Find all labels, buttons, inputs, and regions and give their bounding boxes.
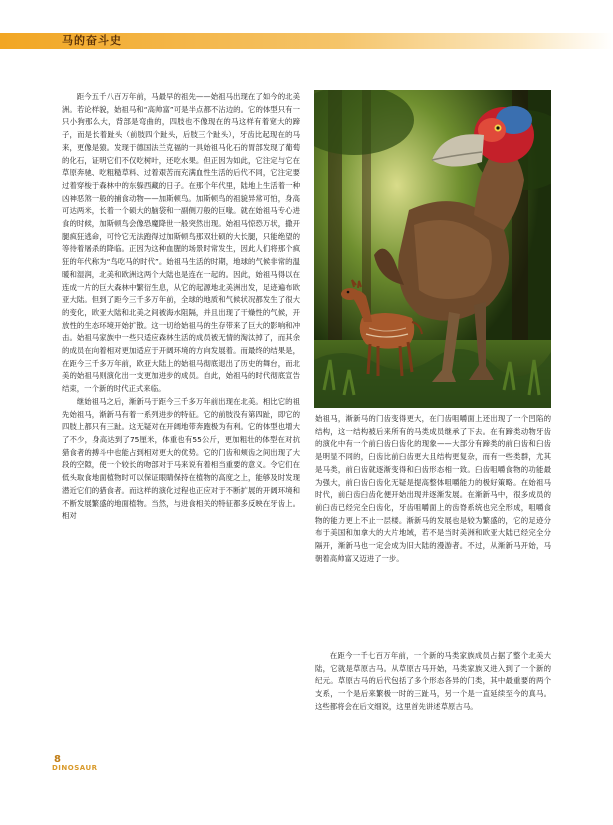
section-title: 马的奋斗史 <box>62 34 122 47</box>
paragraph-mesohippus: 继始祖马之后，渐新马于距今三千多万年前出现在北美。相比它的祖先始祖马，渐新马有着一系列进步的特征。它的前肢没有第四趾，即它的四肢上都只有三趾。这无疑对在开阔地带奔跑极为有利。它的体型也增大了不少，身高达到了75厘米，体重也有55公斤，更加粗壮的体型在对抗猎食者的搏斗中也能占到相对更大的优势。它的门齿和颊齿之间出现了大段的空隙，使一个较长的吻部对于马来说有着相当重要的意义。令它们在低头取食地面植物时可以保证眼睛保持在植物的高度之上，能够及时发现潜近它们的猎食者。而这样的演化过程也正应对于不断扩展的开阔环境和不断发展繁盛的地面植物。当然，与进食相关的特征都多反映在牙齿上。相对 <box>62 396 300 521</box>
gastornis-eohippus-illustration <box>314 90 551 408</box>
right-text-column-top <box>315 413 551 645</box>
paragraph-merychippus: 在距今一千七百万年前，一个新的马类家族成员占据了整个北美大陆，它就是草原古马。从草原古马开始，马类家族又进入到了一个新的纪元。草原古马的后代包括了多个形态各异的门类，其中最重要的两个支系，一个是后来繁极一时的三趾马，另一个是一直延续至今的真马。这些都将会在后文细说，这里首先讲述草原古马。 <box>315 651 551 711</box>
footer-brand-logo: DINOSAUR <box>52 764 98 772</box>
illustration-artwork <box>314 90 551 408</box>
paragraph-mesohippus-teeth: 始祖马，渐新马的门齿变得更大，在门齿咀嚼面上还出现了一个凹陷的结构，这一结构被后来所有的马类成员继承了下去。在有蹄类动物牙齿的演化中有一个前臼齿臼齿化的现象——大部分有蹄类的前臼齿和臼齿是明显不同的，臼齿比前臼齿更大且结构更复杂，而有一些类群，尤其是马类，前臼齿就逐渐变得和臼齿形态相一致。臼齿咀嚼食物的功能最为强大，前臼齿臼齿化无疑是提高整体咀嚼能力的极好策略。在始祖马时代，前臼齿臼齿化便开始出现并逐渐发展。在渐新马中，很多成员的前臼齿已经完全臼齿化，牙齿咀嚼面上的齿脊系统也完全形成，咀嚼食物的能力更上不止一层楼。渐新马的发展也是较为繁盛的，它的足迹分布于美国和加拿大的大片地域，若不是当时美洲和欧亚大陆已经完全分隔开，渐新马也一定会成为旧大陆的漫游者。不过，从渐新马开始，马朝着高帅富又迈进了一步。 <box>315 414 551 563</box>
left-text-column <box>62 91 300 741</box>
page-number: 8 <box>54 754 61 765</box>
paragraph-eohippus: 距今五千八百万年前，马最早的祖先——始祖马出现在了如今的北美洲。若论样貌，始祖马和“高帅富”可是半点都不沾边的。它的体型只有一只小狗那么大，背部是弯曲的，四肢也不像现在的马这样有着宽大的蹄子，而是长着趾头（前肢四个趾头，后肢三个趾头），牙齿比起现在的马来，更像是猿。发现于德国法兰克福的一具始祖马化石的胃部发现了葡萄的化石，证明它们不仅吃树叶，还吃水果。但正因为如此，它注定与它在草原奔驰、吃粗糙草料、过着艰苦而充满血性生活的后代不同，它注定要过着穿梭于森林中的东躲西藏的日子。在那个年代里，陆地上生活着一种凶神恶煞一般的捕食动物——加斯顿鸟。加斯顿鸟的祖貌异常可怕，身高可达两米，长着一个硕大的脑袋和一副侧刀般的巨喙。就在始祖马专心进食的时候，加斯顿鸟会像恐魔降世一般突然出现。始祖马惊恐万状，撒开腿疯狂逃命，可怜它无法跑得过加斯顿鸟那双壮硕的大长腿，只能绝望的等待着屠杀的降临。正因为这种血腥的场景时常发生，因此人们将那个疯狂的年代称为“鸟吃马的时代”。始祖马生活的时期，地球的气候非常的温暖和湿润，北美和欧洲这两个大陆也是连在一起的。因此，始祖马得以在连成一片的巨大森林中繁衍生息，从它的起源地北美洲出发，足迹遍布欧亚大陆。但到了距今三千多万年前，全球的地质和气候状况都发生了很大的变化，欧亚大陆和北美之间被海水阻隔，并且出现了干燥性的气候，开放性的生态环境开始扩散。这一切给始祖马的生存带来了巨大的影响和冲击。始祖马家族中一些只适应森林生活的成员被无情的淘汰掉了，而其余的成员在向着相对更加适应于开阔环境的方向发展着。而最终的结果是，在距今三千多万年前，欧亚大陆上的始祖马彻底退出了历史的舞台，而北美的始祖马则演化出一支更加进步的成员。自此，始祖马的时代彻底宣告结束，一个新的时代正式来临。 <box>62 92 300 394</box>
right-text-column-bottom <box>315 650 551 750</box>
